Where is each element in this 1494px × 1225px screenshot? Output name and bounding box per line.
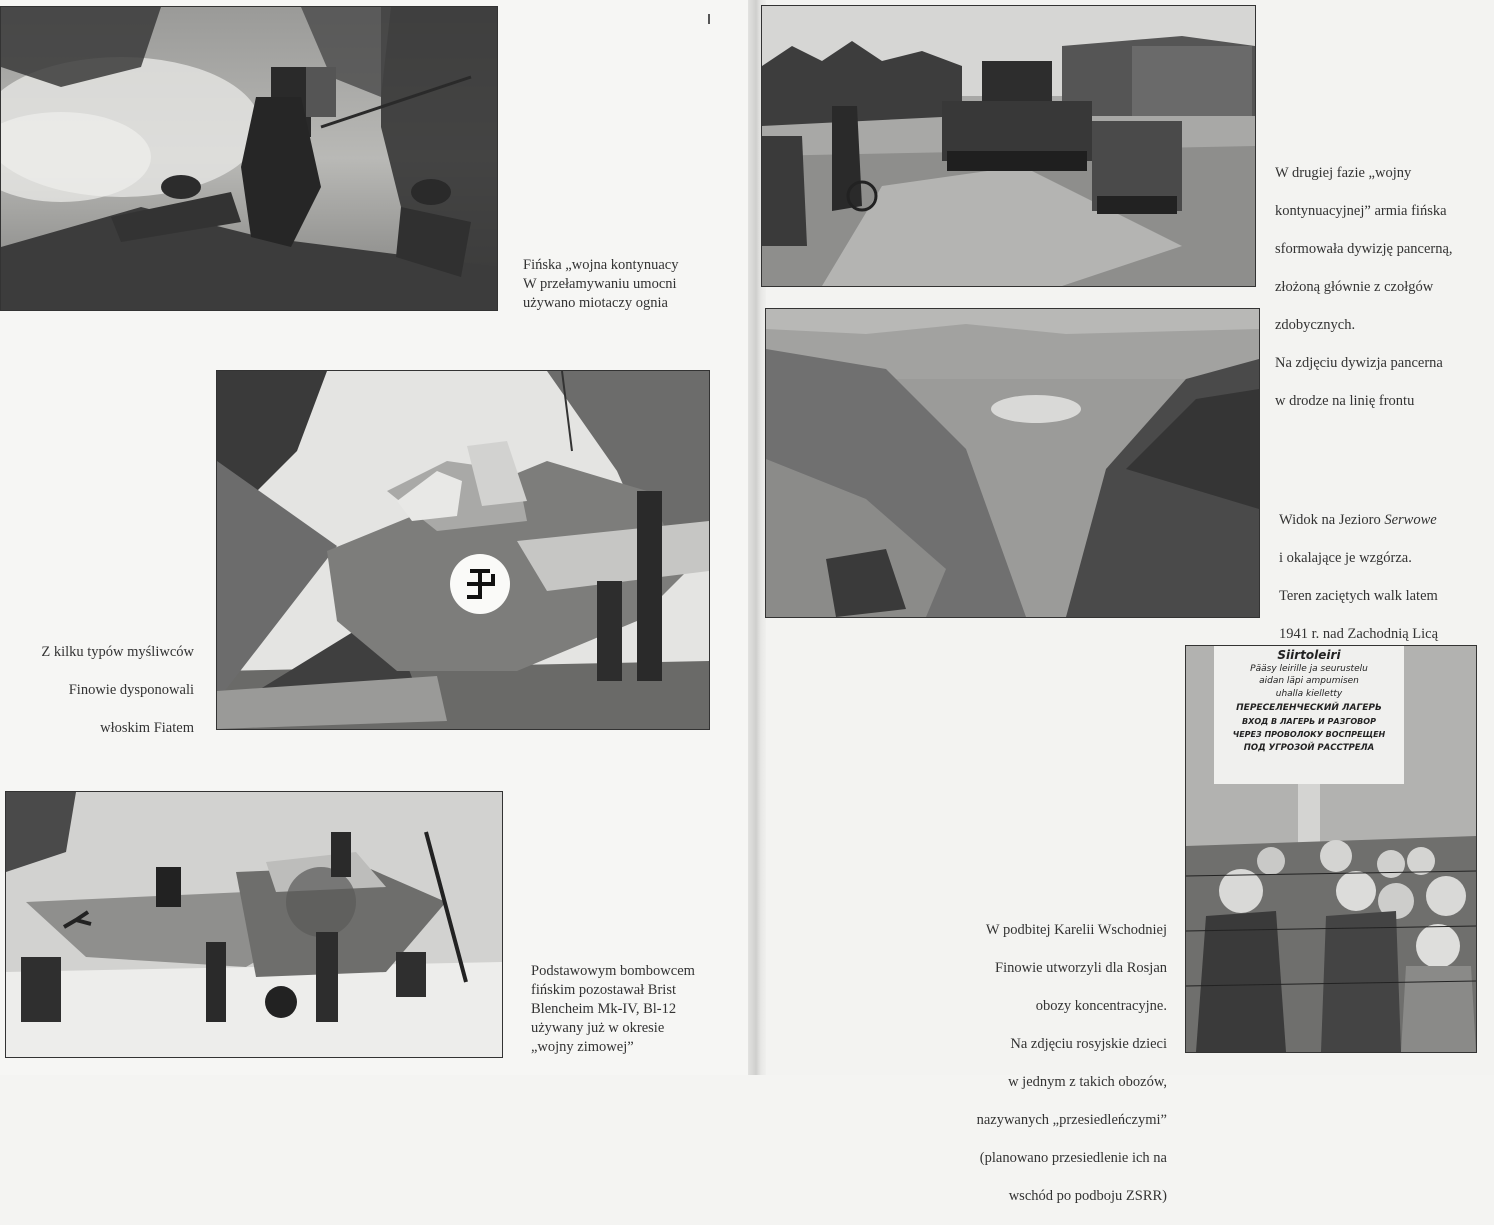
sign-text: aidan läpi ampumisen bbox=[1259, 676, 1359, 686]
sign-text: ВХОД В ЛАГЕРЬ И РАЗГОВОР bbox=[1242, 717, 1376, 726]
caption-line bbox=[1279, 511, 1489, 530]
caption-line: Teren zaciętych walk latem bbox=[1279, 588, 1438, 604]
caption-flamethrowers bbox=[523, 256, 698, 313]
photo-armored-division bbox=[761, 5, 1256, 287]
caption-line: Z kilku typów myśliwców bbox=[41, 644, 194, 660]
sign-text: ПОД УГРОЗОЙ РАССТРЕЛА bbox=[1243, 743, 1375, 753]
caption-line: obozy koncentracyjne. bbox=[1035, 998, 1167, 1014]
caption-line: „wojny zimowej” bbox=[531, 1039, 634, 1055]
caption-line: Na zdjęciu dywizja pancerna bbox=[1275, 355, 1443, 371]
sign-text: ЧЕРЕЗ ПРОВОЛОКУ ВОСПРЕЩЕН bbox=[1232, 730, 1386, 739]
sign-text: ПЕРЕСЕЛЕНЧЕСКИЙ ЛАГЕРЬ bbox=[1236, 703, 1382, 713]
photo-camp-children bbox=[1185, 645, 1477, 1053]
caption-line: Podstawowym bombowcem bbox=[531, 963, 695, 979]
photo-fiat-fighter bbox=[216, 370, 710, 730]
photo-blenheim-bomber bbox=[5, 791, 503, 1058]
caption-line: fińskim pozostawał Brist bbox=[531, 982, 676, 998]
caption-line: kontynuacyjnej” armia fińska bbox=[1275, 203, 1447, 219]
caption-line: Fińska „wojna kontynuacy bbox=[523, 257, 679, 273]
photo-lake-view bbox=[765, 308, 1260, 618]
sign-text: Siirtoleiri bbox=[1277, 648, 1341, 662]
caption-fiat-fighter bbox=[0, 624, 194, 757]
caption-line: używany już w okresie bbox=[531, 1020, 665, 1036]
sign-text: Pääsy leirille ja seurustelu bbox=[1250, 664, 1368, 674]
caption-line: w jednym z takich obozów, bbox=[1008, 1074, 1167, 1090]
caption-line: W podbitej Karelii Wschodniej bbox=[985, 922, 1167, 938]
caption-line: W przełamywaniu umocni bbox=[523, 276, 677, 292]
lake-name: Serwowe bbox=[1384, 512, 1437, 528]
caption-line: wschód po podboju ZSRR) bbox=[1008, 1188, 1167, 1204]
caption-line: używano miotaczy ognia bbox=[523, 295, 668, 311]
caption-line: W drugiej fazie „wojny bbox=[1275, 165, 1412, 181]
caption-line: Na zdjęciu rosyjskie dzieci bbox=[1010, 1036, 1167, 1052]
caption-line: (planowano przesiedlenie ich na bbox=[979, 1150, 1167, 1166]
page-mark bbox=[708, 14, 710, 24]
caption-line: sformowała dywizję pancerną, bbox=[1275, 241, 1453, 257]
photo-flamethrower-soldiers bbox=[0, 6, 498, 311]
caption-line: włoskim Fiatem bbox=[100, 720, 194, 736]
caption-line: złożoną głównie z czołgów bbox=[1275, 279, 1434, 295]
caption-line: w drodze na linię frontu bbox=[1275, 393, 1415, 409]
caption-line: zdobycznych. bbox=[1275, 317, 1356, 333]
caption-lake-view bbox=[1279, 492, 1489, 663]
caption-line: nazywanych „przesiedleńczymi” bbox=[976, 1112, 1167, 1128]
caption-line: i okalające je wzgórza. bbox=[1279, 550, 1412, 566]
sign-text: uhalla kielletty bbox=[1275, 689, 1343, 699]
camp-sign bbox=[1214, 648, 1404, 756]
caption-line: Finowie utworzyli dla Rosjan bbox=[995, 960, 1167, 976]
caption-line: 1941 r. nad Zachodnią Licą bbox=[1279, 626, 1439, 642]
caption-camps bbox=[930, 902, 1167, 1225]
caption-armored-division bbox=[1275, 145, 1485, 430]
caption-line: Finowie dysponowali bbox=[68, 682, 194, 698]
caption-text: Widok na Jezioro bbox=[1279, 512, 1385, 528]
caption-bomber bbox=[531, 962, 709, 1057]
caption-line: Blencheim Mk-IV, Bl-12 bbox=[531, 1001, 677, 1017]
